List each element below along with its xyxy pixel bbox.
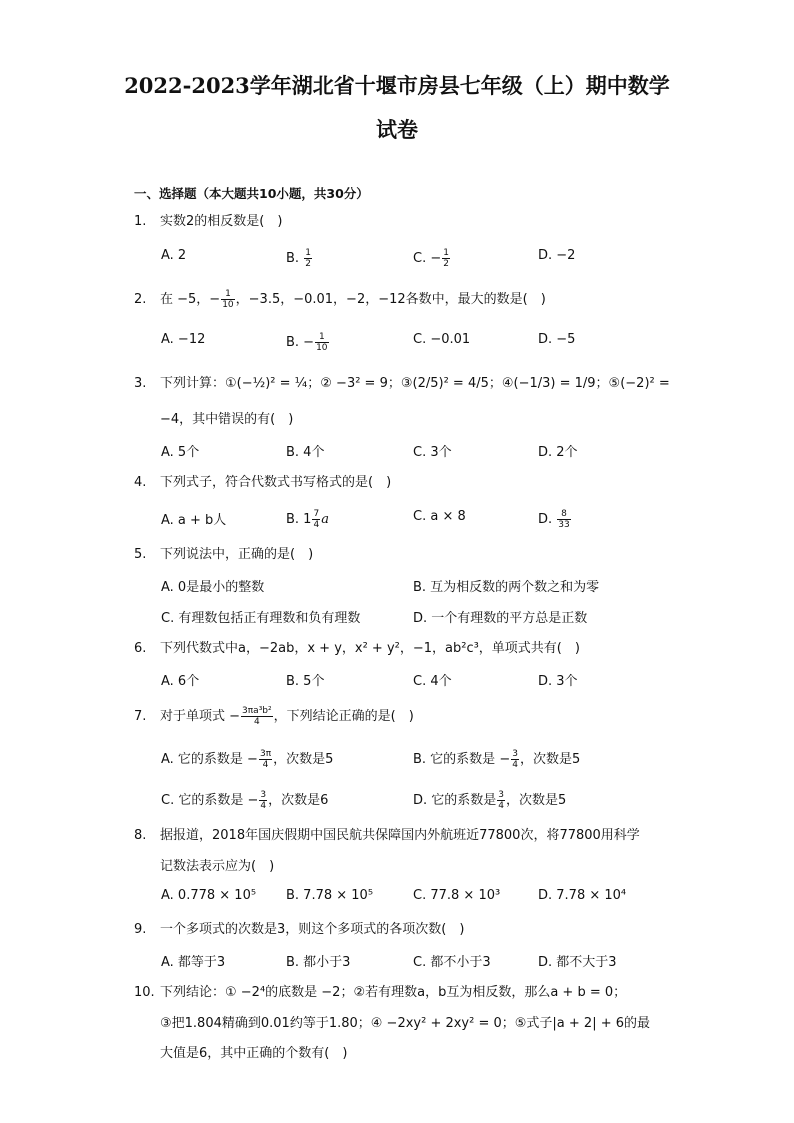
question-5	[134, 545, 674, 565]
option-a: A. −12	[161, 332, 206, 347]
options-q7-row2	[161, 789, 681, 809]
option-a: A. 5个	[161, 445, 200, 460]
option-b: B. − $\frac{1}{10}$	[286, 332, 328, 353]
option-b: B. 7.78 × 10⁵	[286, 888, 374, 903]
question-number: 4.	[134, 475, 147, 490]
option-d: D. 7.78 × 10⁴	[538, 888, 627, 903]
option-c: C. 77.8 × 10³	[413, 888, 501, 903]
question-10-cont-1: ③把1.804精确到0.01约等于1.80；④ −2xy² + 2xy² = 0；⑤式子|a + 2| + 6的最	[160, 1016, 651, 1031]
option-d: D. 一个有理数的平方总是正数	[413, 611, 588, 626]
options-q9	[161, 951, 681, 971]
question-text: 据报道，2018年国庆假期中国民航共保障国内外航班近77800次，将77800用科学	[160, 828, 640, 843]
option-a: A. a + b人	[161, 513, 227, 528]
options-q8	[161, 888, 681, 908]
option-d: D. 它的系数是 $\frac{3}{4}$ ，次数是5	[413, 790, 567, 811]
option-d: D. 3个	[538, 674, 578, 689]
option-a: A. 都等于3	[161, 955, 226, 970]
question-7: 7. 对于单项式 − $\frac{\text{3πa³b²}}{4}$ ，下列结论正确的是( )	[134, 706, 414, 727]
question-number: 1.	[134, 214, 147, 229]
option-c: C. a × 8	[413, 509, 466, 524]
exam-title-line-2: 试卷	[376, 117, 418, 142]
option-b: B. $\frac{1}{2}$	[286, 248, 311, 269]
question-3	[134, 374, 674, 394]
options-q2	[161, 332, 681, 352]
option-d: D. −5	[538, 332, 576, 347]
option-d: D. 都不大于3	[538, 955, 617, 970]
question-number: 8.	[134, 828, 147, 843]
options-q1	[161, 248, 681, 268]
options-q7-row1	[161, 748, 681, 768]
options-q4	[161, 509, 681, 529]
question-8-cont: 记数法表示应为( )	[160, 859, 275, 874]
option-b: B. 它的系数是 − $\frac{3}{4}$ ，次数是5	[413, 749, 581, 770]
question-number: 6.	[134, 641, 147, 656]
question-2: 2. 在 −5，− $\frac{1}{10}$ ，−3.5，−0.01，−2，−12各数中，最大的数是( )	[134, 289, 546, 310]
option-b: B. 都小于3	[286, 955, 351, 970]
section-heading: 一、选择题（本大题共10小题，共30分）	[134, 186, 369, 201]
question-10-cont-2: 大值是6，其中正确的个数有( )	[160, 1046, 348, 1061]
question-text: 下列计算：①(−½)² = ¼；② −3² = 9；③(2/5)² = 4/5；④(−1/3) = 1/9；⑤(−2)² =	[160, 376, 670, 391]
question-text: 一个多项式的次数是3，则这个多项式的各项次数( )	[160, 922, 465, 937]
question-number: 10.	[134, 985, 155, 1000]
question-6	[134, 639, 674, 659]
question-text: 实数2的相反数是( )	[160, 214, 283, 229]
question-3-cont: −4，其中错误的有( )	[160, 412, 294, 427]
option-b: B. 4个	[286, 445, 325, 460]
question-text: 下列结论：① −2⁴的底数是 −2；②若有理数a，b互为相反数，那么a + b = 0；	[160, 985, 627, 1000]
question-number: 9.	[134, 922, 147, 937]
question-4	[134, 473, 674, 493]
question-number: 3.	[134, 376, 147, 391]
option-b: B. 互为相反数的两个数之和为零	[413, 580, 600, 595]
option-b: B. 1 $\frac{7}{4}$ a	[286, 509, 329, 530]
option-c: C. 它的系数是 − $\frac{3}{4}$ ，次数是6	[161, 790, 329, 811]
options-q6	[161, 670, 681, 690]
question-1	[134, 212, 674, 232]
option-d: D. 2个	[538, 445, 578, 460]
option-c: C. − $\frac{1}{2}$	[413, 248, 449, 269]
option-d: D. −2	[538, 248, 576, 263]
option-d: D. $\frac{8}{33}$	[538, 509, 570, 530]
option-c: C. 3个	[413, 445, 452, 460]
option-a: A. 6个	[161, 674, 200, 689]
option-a: A. 2	[161, 248, 187, 263]
question-number: 5.	[134, 547, 147, 562]
options-q5-row1	[161, 576, 681, 596]
question-text: 下列代数式中a，−2ab，x + y，x² + y²，−1，ab²c³，单项式共有( )	[160, 641, 580, 656]
option-a: A. 0是最小的整数	[161, 580, 265, 595]
option-c: C. 都不小于3	[413, 955, 491, 970]
options-q3	[161, 441, 681, 461]
option-b: B. 5个	[286, 674, 325, 689]
option-a: A. 0.778 × 10⁵	[161, 888, 257, 903]
question-8	[134, 826, 674, 846]
option-c: C. −0.01	[413, 332, 471, 347]
options-q5-row2	[161, 607, 681, 627]
question-number: 2.	[134, 292, 147, 307]
option-a: A. 它的系数是 − $\frac{3\pi}{4}$ ，次数是5	[161, 749, 334, 770]
option-c: C. 4个	[413, 674, 452, 689]
question-text: 下列说法中，正确的是( )	[160, 547, 314, 562]
exam-title-line-1: 2022-2023学年湖北省十堰市房县七年级（上）期中数学	[124, 73, 670, 98]
question-10	[134, 983, 674, 1003]
question-number: 7.	[134, 709, 147, 724]
question-9	[134, 920, 674, 940]
option-c: C. 有理数包括正有理数和负有理数	[161, 611, 361, 626]
question-text: 下列式子，符合代数式书写格式的是( )	[160, 475, 392, 490]
